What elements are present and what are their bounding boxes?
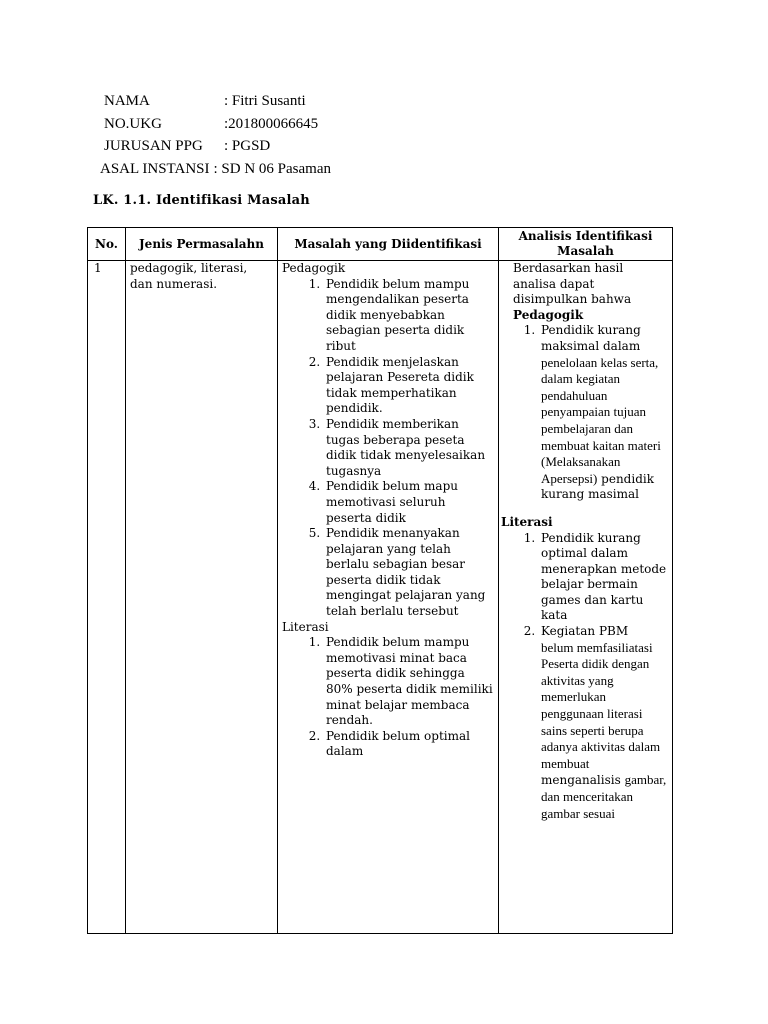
cell-no: 1 bbox=[88, 261, 126, 934]
header-masalah: Masalah yang Diidentifikasi bbox=[278, 228, 499, 261]
analisis-literasi-label: Literasi bbox=[501, 514, 553, 529]
identity-value: :201800066645 bbox=[224, 115, 319, 132]
identity-label: JURUSAN PPG bbox=[104, 138, 203, 154]
cell-masalah bbox=[278, 261, 499, 934]
list-item: 2. Pendidik belum optimal dalam bbox=[324, 729, 494, 760]
identity-label: NO.UKG bbox=[104, 115, 162, 132]
list-item bbox=[539, 323, 668, 503]
analisis-text: pembelajaran dan membuat kaitan materi (Melaksanakan Apersepsi) bbox=[541, 420, 661, 486]
identity-value: : SD N 06 Pasaman bbox=[213, 160, 331, 177]
header-no: No. bbox=[88, 228, 126, 261]
masalah-pedagogik-label: Pedagogik bbox=[282, 261, 346, 275]
masalah-literasi-label: Literasi bbox=[282, 619, 329, 634]
identity-label: NAMA bbox=[104, 93, 150, 109]
masalah-pedagogik-list bbox=[282, 277, 494, 620]
list-item: 4. Pendidik belum mapu memotivasi seluruh peserta didik bbox=[324, 479, 494, 526]
analisis-text: gambar, dan menceritakan gambar sesuai bbox=[541, 772, 667, 821]
section-title: LK. 1.1. Identifikasi Masalah bbox=[93, 193, 310, 208]
identity-row-asal bbox=[100, 158, 331, 181]
analisis-text: pendidik kurang masimal bbox=[541, 471, 654, 502]
table-header-row bbox=[88, 228, 673, 261]
identity-block bbox=[100, 90, 331, 180]
list-item: 1. Pendidik belum mampu memotivasi minat baca peserta didik sehingga 80% peserta didik memiliki minat belajar membaca rendah. bbox=[324, 635, 494, 729]
list-item: 2. Pendidik menjelaskan pelajaran Pesereta didik tidak memperhatikan pendidik. bbox=[324, 355, 494, 417]
list-item: 5. Pendidik menanyakan pelajaran yang telah berlalu sebagian besar peserta didik tidak mengingat pelajaran yang telah berlalu tersebut bbox=[324, 526, 494, 620]
problem-table bbox=[87, 227, 673, 934]
analisis-text: Kegiatan PBM bbox=[541, 624, 629, 639]
analisis-text: penelolaan kelas serta, dalam kegiatan pendahuluan penyampaian tujuan bbox=[541, 354, 659, 420]
analisis-pedagogik-list bbox=[513, 323, 668, 503]
masalah-literasi-list bbox=[282, 635, 494, 760]
analisis-text: Pendidik kurang maksimal dalam bbox=[541, 323, 641, 353]
analisis-intro: Berdasarkan hasil analisa dapat disimpulkan bahwa bbox=[513, 261, 632, 307]
list-item: 1. Pendidik belum mampu mengendalikan peserta didik menyebabkan sebagian peserta didik ribut bbox=[324, 277, 494, 355]
cell-jenis: pedagogik, literasi, dan numerasi. bbox=[126, 261, 278, 934]
list-item bbox=[539, 624, 668, 822]
identity-value: : PGSD bbox=[224, 138, 271, 154]
header-analisis: Analisis Identifikasi Masalah bbox=[499, 228, 673, 261]
list-item: 1. Pendidik kurang optimal dalam menerapkan metode belajar bermain games dan kartu kata bbox=[539, 531, 668, 625]
analisis-text: menganalisis bbox=[541, 773, 621, 788]
identity-row-nama bbox=[104, 90, 331, 113]
analisis-pedagogik-label: Pedagogik bbox=[513, 307, 584, 322]
analisis-literasi-list bbox=[513, 531, 668, 823]
list-item: 3. Pendidik memberikan tugas beberapa peseta didik tidak menyelesaikan tugasnya bbox=[324, 417, 494, 479]
identity-row-jurusan bbox=[104, 135, 331, 158]
identity-value: : Fitri Susanti bbox=[224, 93, 306, 109]
table-row bbox=[88, 261, 673, 934]
cell-analisis bbox=[499, 261, 673, 934]
identity-label: ASAL INSTANSI bbox=[100, 160, 210, 177]
analisis-text: belum memfasiliatasi Peserta didik dengan aktivitas yang memerlukan penggunaan literasi sains seperti berupa adanya aktivitas dalam membuat bbox=[541, 639, 661, 771]
header-jenis: Jenis Permasalahn bbox=[126, 228, 278, 261]
identity-row-noukg bbox=[104, 113, 331, 136]
